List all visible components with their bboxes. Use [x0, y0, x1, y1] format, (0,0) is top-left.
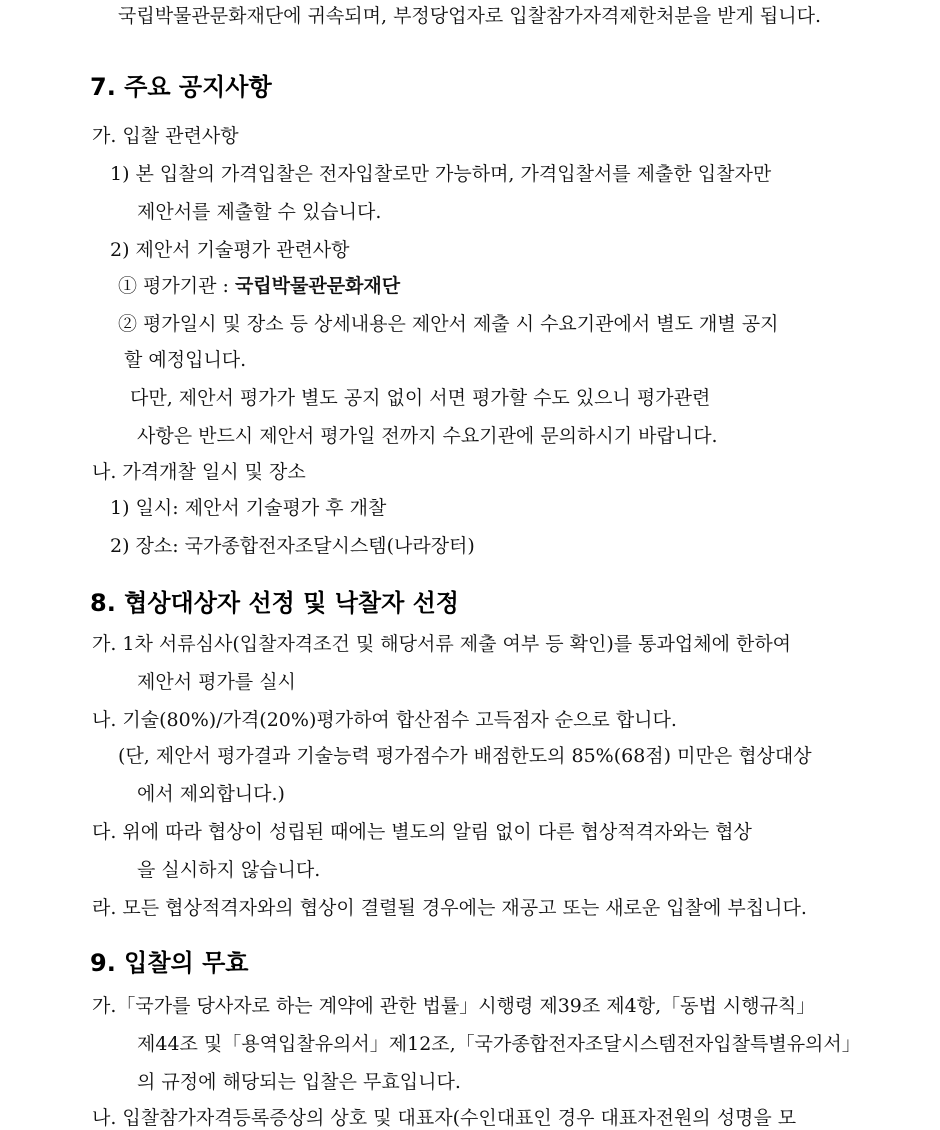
- s7-circle-1-value: 국립박물관문화재단: [234, 275, 401, 297]
- s7-na-item-1: 1) 일시: 제안서 기술평가 후 개찰: [110, 497, 387, 519]
- s7-circle-2-line1: ② 평가일시 및 장소 등 상세내용은 제안서 제출 시 수요기관에서 별도 개별 공지: [118, 313, 779, 335]
- s9-item-na-line1: 나. 입찰참가자격등록증상의 상호 및 대표자(수인대표인 경우 대표자전원의 성명을 모: [92, 1107, 797, 1129]
- s7-note-line1: 다만, 제안서 평가가 별도 공지 없이 서면 평가할 수도 있으니 평가관련: [130, 387, 711, 409]
- s8-item-ga-line1: 가. 1차 서류심사(입찰자격조건 및 해당서류 제출 여부 등 확인)를 통과업체에 한하여: [92, 633, 792, 655]
- s8-item-da-line2: 을 실시하지 않습니다.: [137, 859, 321, 881]
- s7-circle-2-line2: 할 예정입니다.: [124, 349, 247, 371]
- section-8-heading: 8. 협상대상자 선정 및 낙찰자 선정: [90, 589, 459, 617]
- s7-note-line2: 사항은 반드시 제안서 평가일 전까지 수요기관에 문의하시기 바랍니다.: [137, 425, 718, 447]
- s8-na-note-line1: (단, 제안서 평가결과 기술능력 평가점수가 배점한도의 85%(68점) 미만은 협상대상: [118, 745, 812, 767]
- s8-na-note-line2: 에서 제외합니다.): [137, 783, 285, 805]
- s9-item-ga-line2: 제44조 및「용역입찰유의서」제12조,「국가종합전자조달시스템전자입찰특별유의서」: [137, 1033, 861, 1055]
- s8-item-na: 나. 기술(80%)/가격(20%)평가하여 합산점수 고득점자 순으로 합니다.: [92, 709, 677, 731]
- s8-item-ra: 라. 모든 협상적격자와의 협상이 결렬될 경우에는 재공고 또는 새로운 입찰에 부칩니다.: [92, 897, 807, 919]
- s7-item-1-line1: 1) 본 입찰의 가격입찰은 전자입찰로만 가능하며, 가격입찰서를 제출한 입찰자만: [110, 163, 772, 185]
- s9-item-ga-line1: 가.「국가를 당사자로 하는 계약에 관한 법률」시행령 제39조 제4항,「동법 시행규칙」: [92, 995, 816, 1017]
- s7-na-item-2: 2) 장소: 국가종합전자조달시스템(나라장터): [110, 535, 475, 557]
- s8-item-ga-line2: 제안서 평가를 실시: [137, 671, 296, 693]
- continued-text: 국립박물관문화재단에 귀속되며, 부정당업자로 입찰참가자격제한처분을 받게 됩니다.: [118, 5, 822, 27]
- s7-item-1-line2: 제안서를 제출할 수 있습니다.: [137, 201, 382, 223]
- section-7-heading: 7. 주요 공지사항: [90, 73, 272, 101]
- s7-item-ga: 가. 입찰 관련사항: [92, 125, 239, 147]
- s7-item-na: 나. 가격개찰 일시 및 장소: [92, 461, 306, 483]
- s7-item-2: 2) 제안서 기술평가 관련사항: [110, 239, 350, 261]
- s8-item-da-line1: 다. 위에 따라 협상이 성립된 때에는 별도의 알림 없이 다른 협상적격자와는 협상: [92, 821, 752, 843]
- section-9-heading: 9. 입찰의 무효: [90, 949, 249, 977]
- s7-circle-1-prefix: ① 평가기관 :: [118, 275, 235, 297]
- s7-circle-1: [118, 274, 400, 298]
- s9-item-ga-line3: 의 규정에 해당되는 입찰은 무효입니다.: [137, 1071, 461, 1093]
